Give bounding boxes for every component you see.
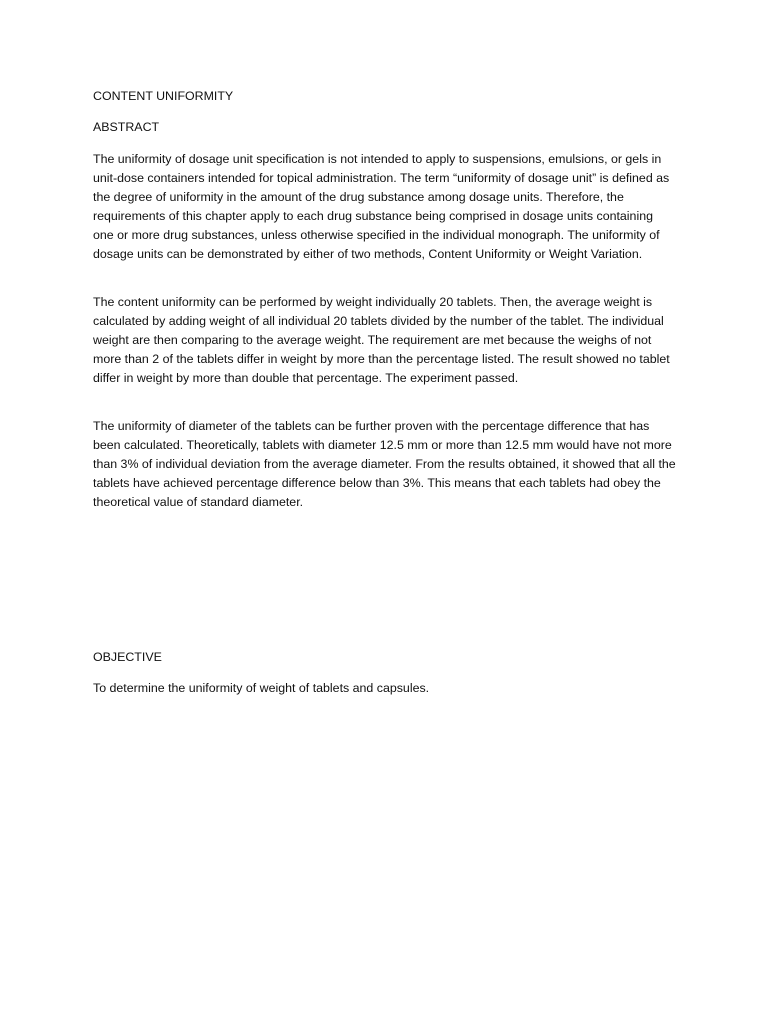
objective-text: To determine the uniformity of weight of tablets and capsules. [93,681,430,695]
objective-heading: OBJECTIVE [93,650,162,664]
document-title: CONTENT UNIFORMITY [93,89,234,103]
abstract-heading: ABSTRACT [93,120,160,134]
abstract-paragraph-1: The uniformity of dosage unit specification is not intended to apply to suspensions, emulsions, or gels in unit-dose containers intended for topical administration. The term “uniformity of dosage unit” is defined as the degree of uniformity in the amount of the drug substance among dosage units. Therefore, the requirements of this chapter apply to each drug substance being comprised in dosage units containing one or more drug substances, unless otherwise specified in the individual monograph. The uniformity of dosage units can be demonstrated by either of two methods, Content Uniformity or Weight Variation. [93,152,670,261]
abstract-paragraph-3: The uniformity of diameter of the tablets can be further proven with the percentage difference that has been calculated. Theoretically, tablets with diameter 12.5 mm or more than 12.5 mm would have not more than 3% of individual deviation from the average diameter. From the results obtained, it showed that all the tablets have achieved percentage difference below than 3%. This means that each tablets had obey the theoretical value of standard diameter. [93,419,676,509]
abstract-paragraph-2: The content uniformity can be performed by weight individually 20 tablets. Then, the average weight is calculated by adding weight of all individual 20 tablets divided by the number of the tablet. The individual weight are then comparing to the average weight. The requirement are met because the weighs of not more than 2 of the tablets differ in weight by more than the percentage listed. The result showed no tablet differ in weight by more than double that percentage. The experiment passed. [93,295,670,385]
